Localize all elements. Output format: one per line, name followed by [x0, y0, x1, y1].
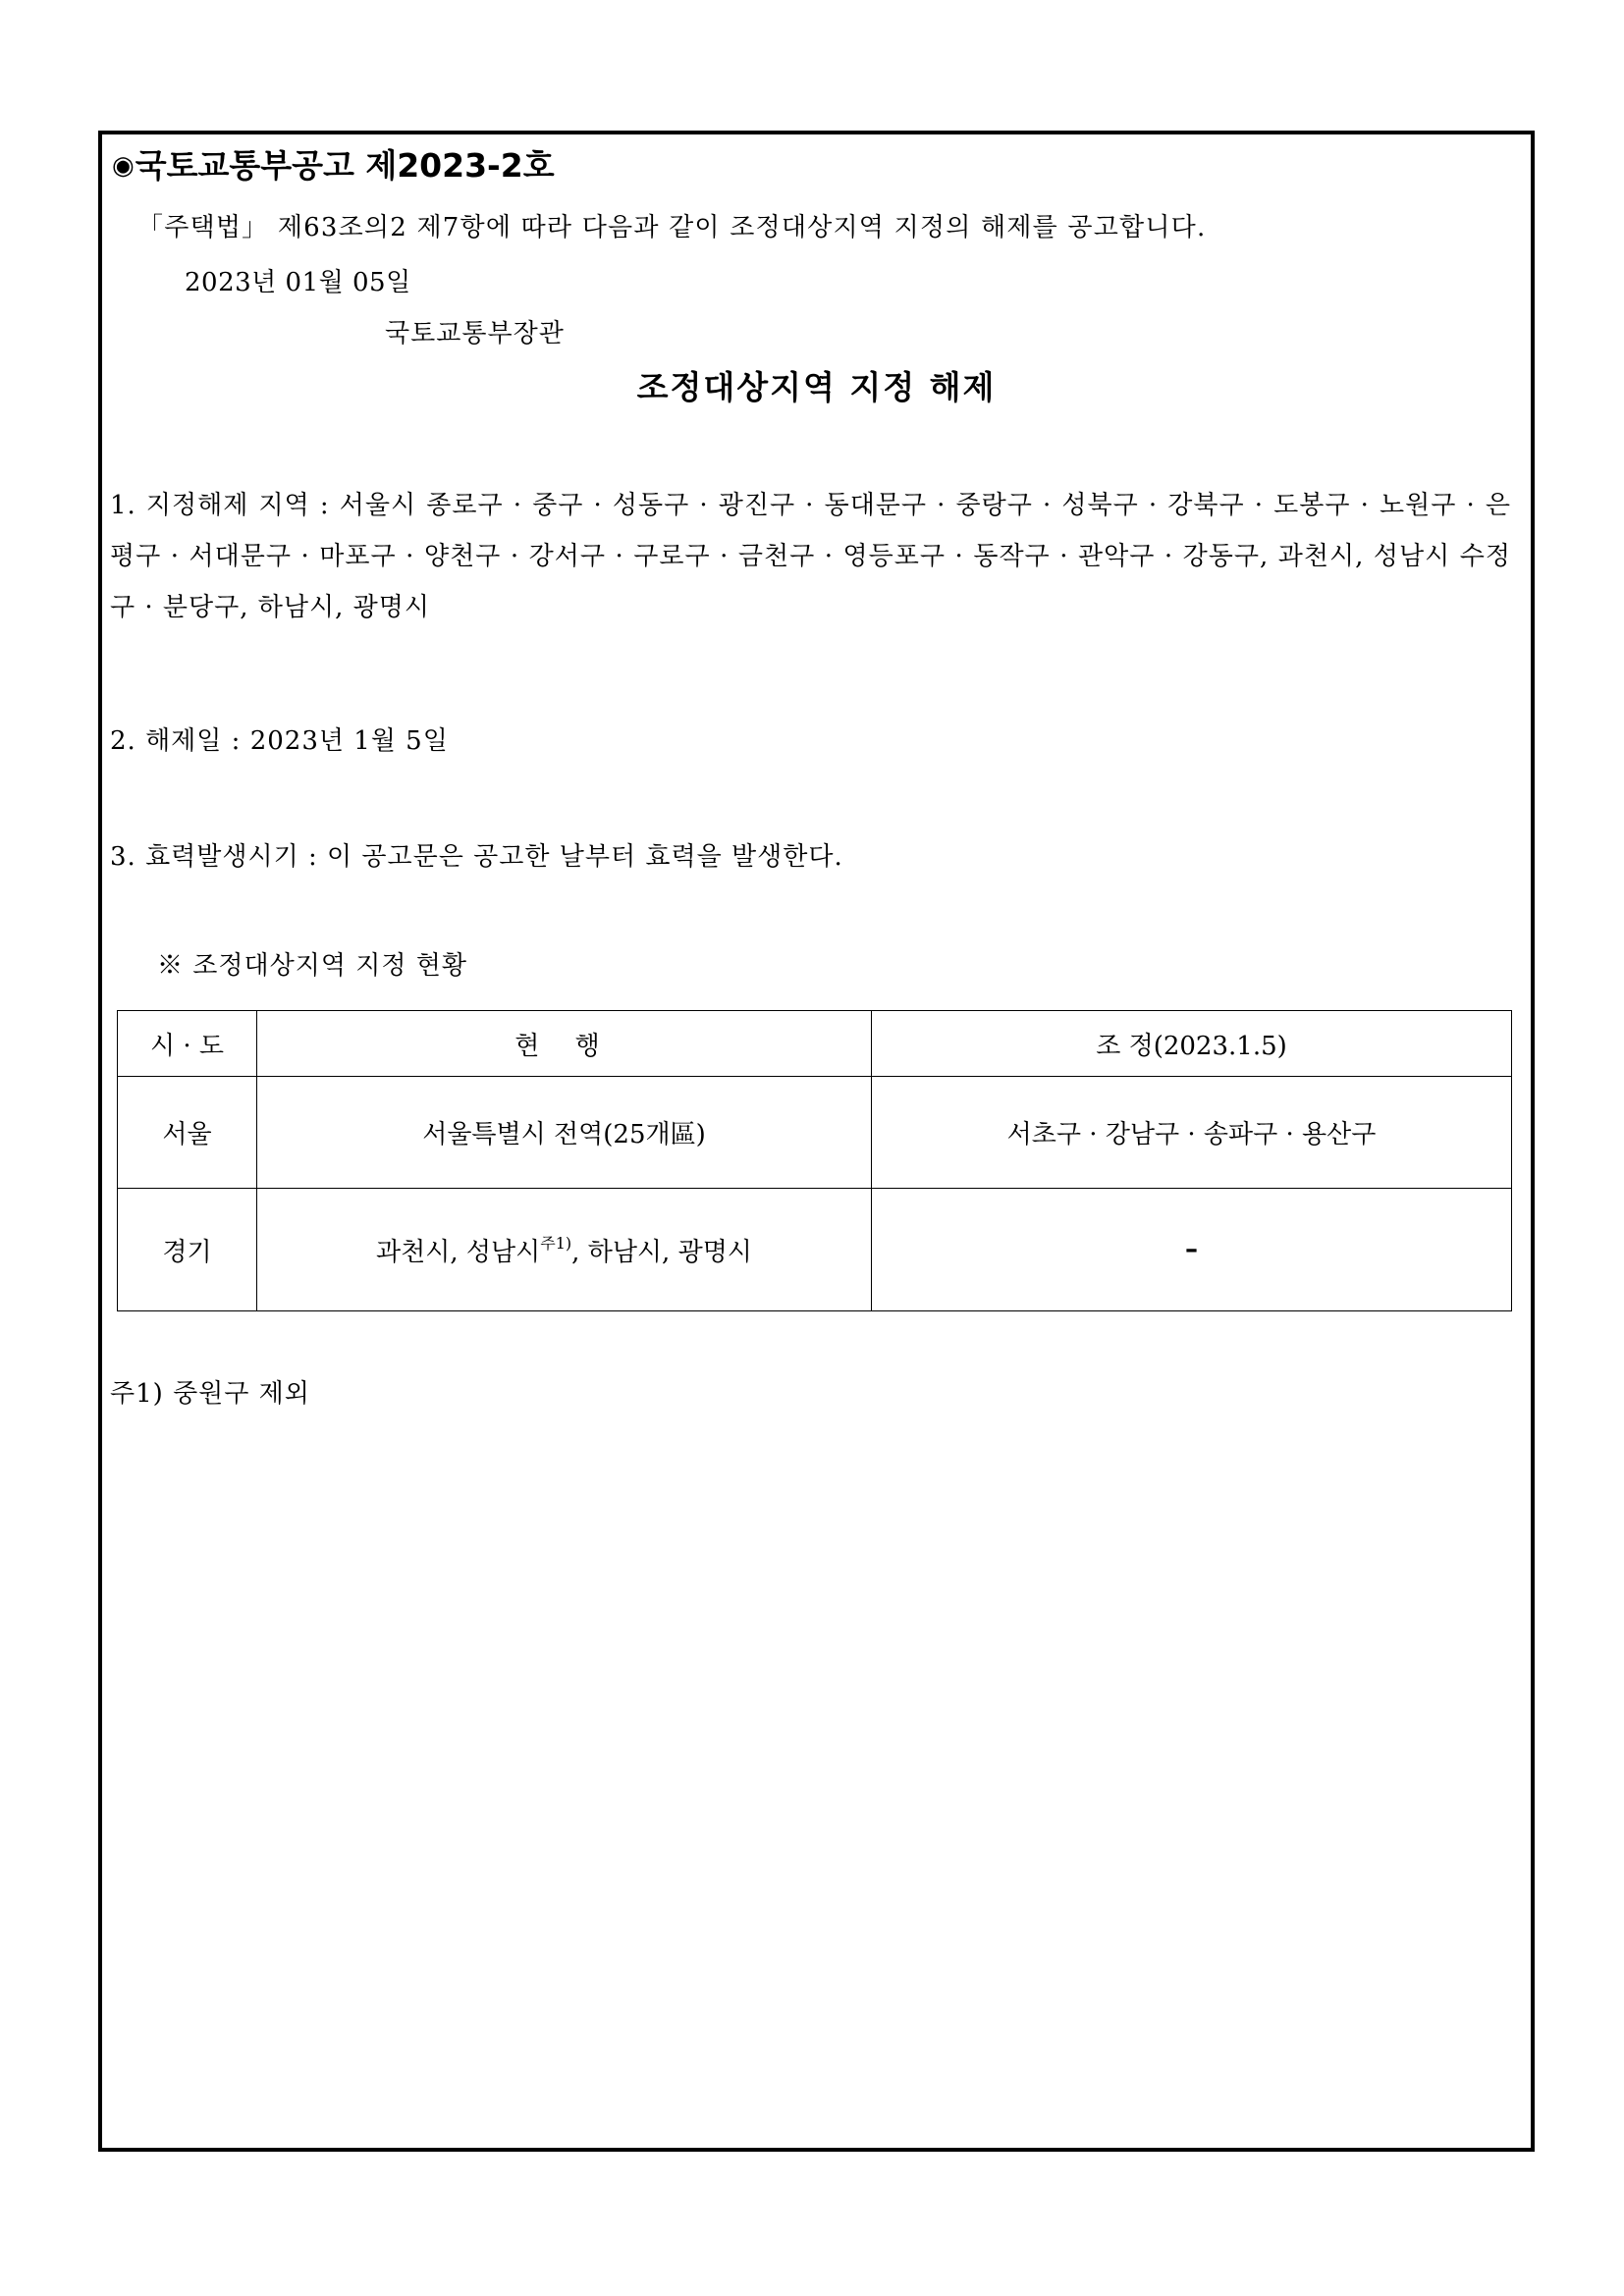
intro-text: 「주택법」 제63조의2 제7항에 따라 다음과 같이 조정대상지역 지정의 해제를 공고합니다. [137, 213, 1207, 242]
cell-current-text: 서울특별시 전역(25개區) [422, 1120, 706, 1149]
item-release-date: 2. 해제일 : 2023년 1월 5일 [110, 726, 449, 756]
notice-frame [98, 131, 1535, 2152]
notice-number: 국토교통부공고 제2023-2호 [135, 146, 555, 185]
header-adjusted: 조 정(2023.1.5) [872, 1011, 1512, 1077]
item-release-regions: 1. 지정해제 지역 : 서울시 종로구 · 중구 · 성동구 · 광진구 · 동대문구 · 중랑구 · 성북구 · 강북구 · 도봉구 · 노원구 · 은평구 · 서대문구 · 마포구 · 양천구 · 강서구 · 구로구 · 금천구 · 영등포구 · 동작구 · 관악구 · 강동구, 과천시, 성남시 수정구 · 분당구, 하남시, 광명시 [110, 491, 1511, 622]
cell-current-suffix: , 하남시, 광명시 [571, 1237, 752, 1267]
table-caption: ※ 조정대상지역 지정 현황 [157, 951, 467, 981]
table-row [118, 1077, 1512, 1189]
cell-current [257, 1189, 872, 1311]
footnote: 주1) 중원구 제외 [110, 1379, 310, 1409]
cell-region: 경기 [118, 1189, 257, 1311]
notice-number-heading [112, 140, 555, 187]
cell-adjusted [872, 1189, 1512, 1311]
document-title: 조정대상지역 지정 해제 [636, 368, 997, 406]
header-region: 시 · 도 [118, 1011, 257, 1077]
cell-current [257, 1077, 872, 1189]
item-effective-date: 3. 효력발생시기 : 이 공고문은 공고한 날부터 효력을 발생한다. [110, 842, 843, 872]
cell-region: 서울 [118, 1077, 257, 1189]
footnote-marker: 주1) [540, 1233, 572, 1253]
cell-adjusted: 서초구 · 강남구 · 송파구 · 용산구 [872, 1077, 1512, 1189]
table-row [118, 1189, 1512, 1311]
notice-date: 2023년 01월 05일 [185, 268, 411, 297]
header-current-label: 현 행 [514, 1031, 614, 1061]
dash-placeholder: – [1185, 1235, 1198, 1264]
designation-status-table [117, 1010, 1512, 1311]
table-header-row [118, 1011, 1512, 1077]
header-current [257, 1011, 872, 1077]
signer: 국토교통부장관 [385, 319, 565, 348]
fisheye-bullet-icon: ◉ [112, 151, 135, 181]
cell-current-text: 과천시, 성남시 [376, 1237, 541, 1267]
